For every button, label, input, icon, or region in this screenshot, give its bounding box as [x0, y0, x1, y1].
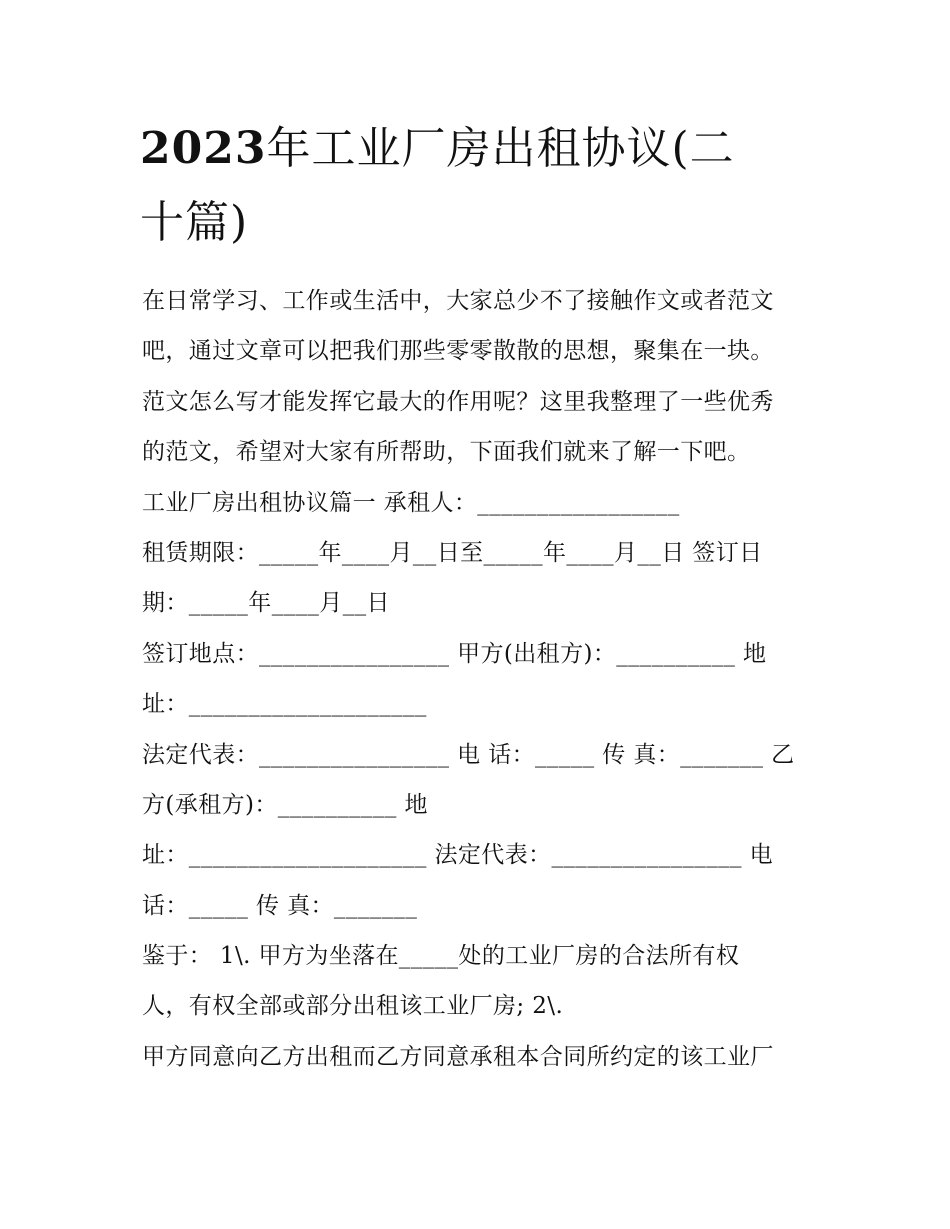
body-line: 甲方同意向乙方出租而乙方同意承租本合同所约定的该工业厂	[142, 1043, 774, 1070]
title-line-1: 年工业厂房出租协议(二	[266, 123, 735, 174]
body-line: 在日常学习、工作或生活中，大家总少不了接触作文或者范文	[142, 288, 774, 314]
body-line: 鉴于： 1\. 甲方为坐落在_____处的工业厂房的合法所有权	[142, 943, 740, 970]
title-year: 2023	[140, 123, 267, 174]
body-line: 签订地点：________________ 甲方(出租方)：__________ 地	[142, 640, 767, 667]
body-line: 工业厂房出租协议篇一 承租人：_________________	[142, 489, 680, 516]
document-body	[142, 276, 822, 1082]
body-line: 方(承租方)：__________ 地	[142, 791, 428, 818]
document-title	[140, 112, 820, 260]
body-line: 话：_____ 传 真：_______	[142, 892, 418, 919]
body-line: 吧，通过文章可以把我们那些零零散散的思想，聚集在一块。	[142, 338, 774, 365]
body-line: 法定代表：________________ 电 话：_____ 传 真：_______ 乙	[142, 741, 795, 768]
body-line: 范文怎么写才能发挥它最大的作用呢？这里我整理了一些优秀	[142, 388, 774, 415]
title-line-2: 十篇)	[140, 197, 249, 248]
body-line: 人，有权全部或部分出租该工业厂房; 2\.	[142, 993, 564, 1020]
body-line: 期：_____年____月__日	[142, 590, 390, 617]
body-line: 址：____________________	[142, 691, 427, 718]
body-line: 址：____________________ 法定代表：________________ 电	[142, 842, 774, 869]
body-line: 租赁期限：_____年____月__日至_____年____月__日 签订日	[142, 539, 763, 566]
body-line: 的范文，希望对大家有所帮助，下面我们就来了解一下吧。	[142, 439, 751, 466]
